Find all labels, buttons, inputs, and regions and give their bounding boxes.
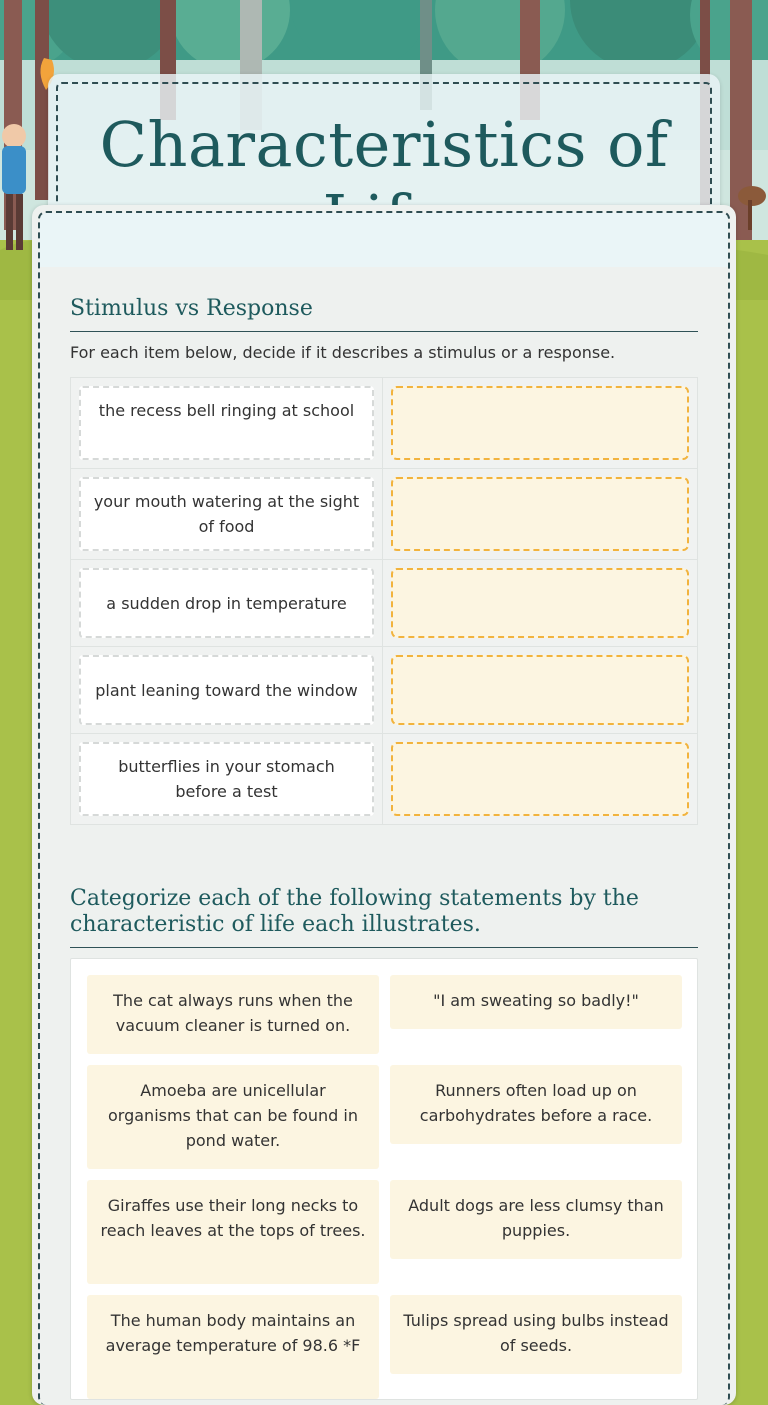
drag-item[interactable]: butterflies in your stomach before a test bbox=[79, 742, 374, 816]
table-row bbox=[71, 469, 697, 560]
category-card[interactable]: The cat always runs when the vacuum cleaner is turned on. bbox=[87, 975, 379, 1054]
drop-zone[interactable] bbox=[391, 742, 689, 816]
table-row bbox=[71, 647, 697, 734]
category-card[interactable]: Runners often load up on carbohydrates before a race. bbox=[390, 1065, 682, 1144]
instructions-text: For each item below, decide if it describes a stimulus or a response. bbox=[70, 343, 616, 362]
drop-zone[interactable] bbox=[391, 477, 689, 551]
category-card[interactable]: Tulips spread using bulbs instead of seeds. bbox=[390, 1295, 682, 1374]
section-divider bbox=[70, 331, 698, 332]
drop-zone[interactable] bbox=[391, 568, 689, 638]
category-card[interactable]: Giraffes use their long necks to reach leaves at the tops of trees. bbox=[87, 1180, 379, 1284]
matching-table bbox=[70, 377, 698, 825]
category-card[interactable]: The human body maintains an average temperature of 98.6 *F bbox=[87, 1295, 379, 1399]
table-row bbox=[71, 378, 697, 469]
drop-zone[interactable] bbox=[391, 386, 689, 460]
table-row bbox=[71, 734, 697, 824]
categorize-card-pool bbox=[70, 958, 698, 1400]
category-card[interactable]: Amoeba are unicellular organisms that can be found in pond water. bbox=[87, 1065, 379, 1169]
drop-zone[interactable] bbox=[391, 655, 689, 725]
drag-item[interactable]: plant leaning toward the window bbox=[79, 655, 374, 725]
table-row bbox=[71, 560, 697, 647]
section-divider bbox=[70, 947, 698, 948]
section-heading-categorize: Categorize each of the following statements by the characteristic of life each illustrates. bbox=[70, 886, 639, 937]
category-card[interactable]: Adult dogs are less clumsy than puppies. bbox=[390, 1180, 682, 1259]
section-heading-stimulus: Stimulus vs Response bbox=[70, 296, 313, 321]
page-title: Characteristics of bbox=[99, 108, 669, 181]
drag-item[interactable]: your mouth watering at the sight of food bbox=[79, 477, 374, 551]
drag-item[interactable]: a sudden drop in temperature bbox=[79, 568, 374, 638]
drag-item[interactable]: the recess bell ringing at school bbox=[79, 386, 374, 460]
category-card[interactable]: "I am sweating so badly!" bbox=[390, 975, 682, 1029]
